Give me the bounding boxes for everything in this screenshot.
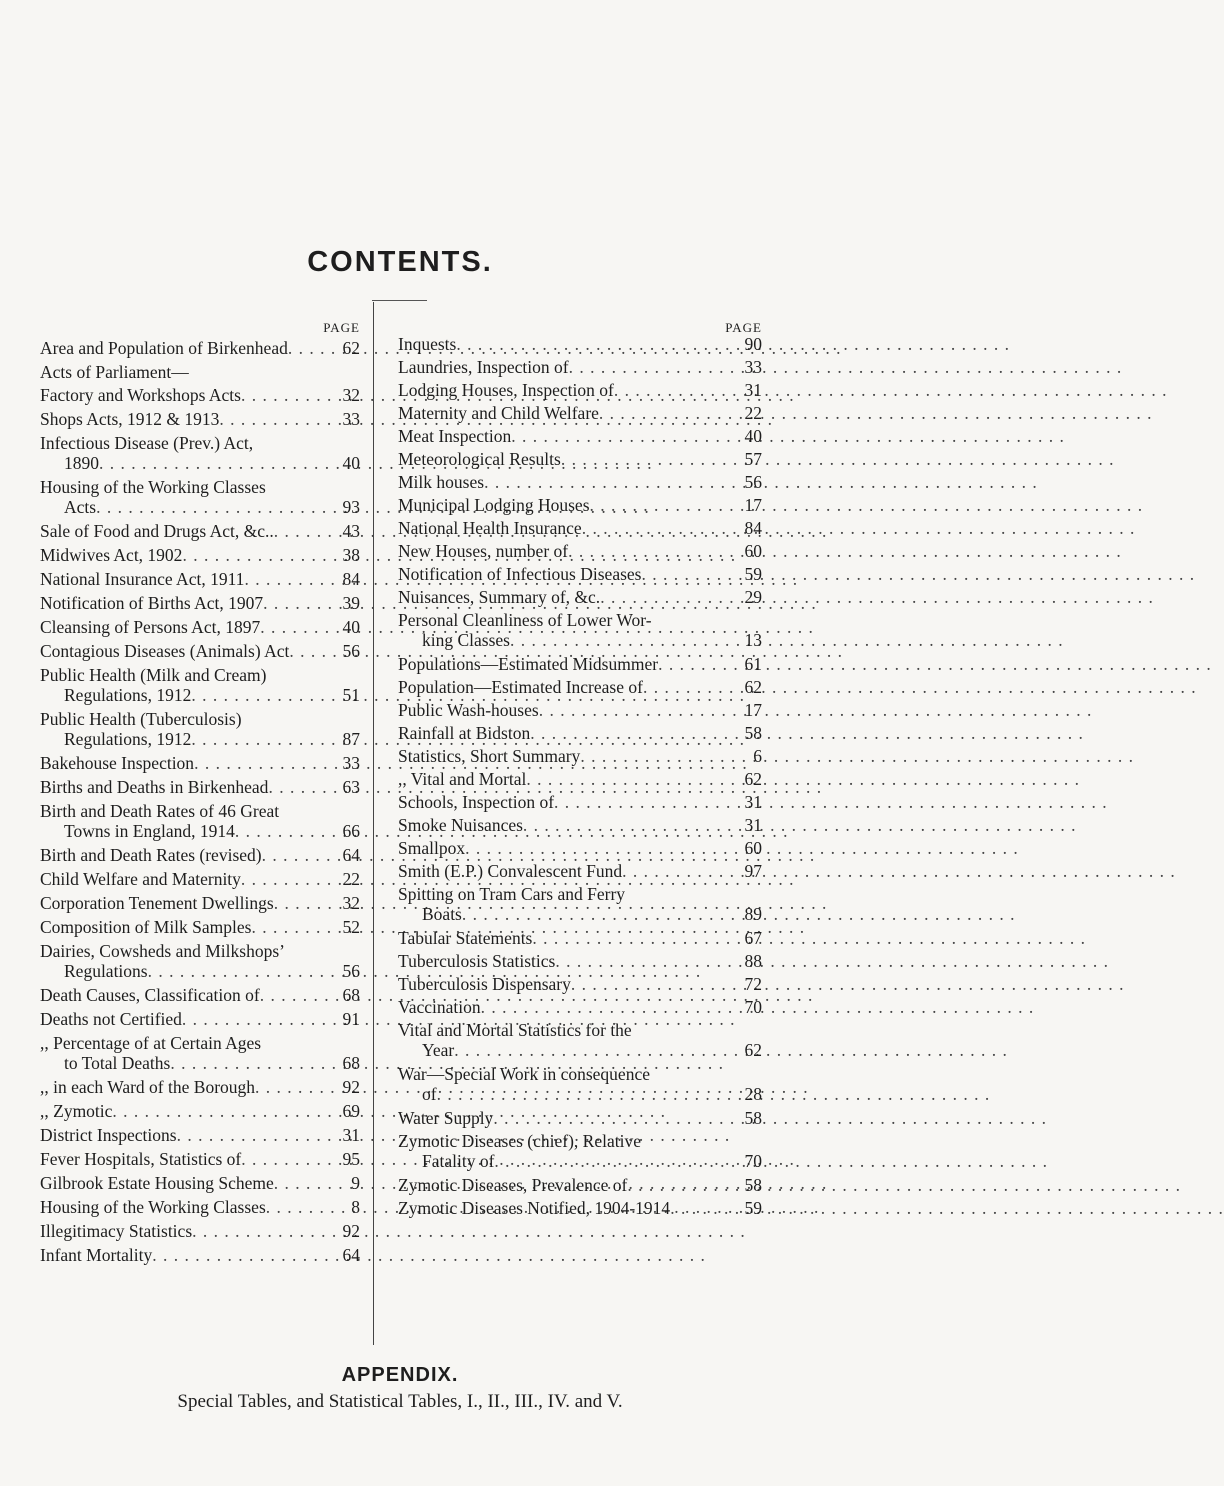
entry-title: Laundries, Inspection of [398, 357, 569, 377]
contents-entry [40, 1125, 360, 1149]
leader-dots [219, 409, 338, 429]
entry-page-number: 61 [744, 654, 762, 674]
entry-page-number: 90 [744, 334, 762, 354]
contents-entry [398, 1198, 762, 1221]
entry-page-number: 31 [744, 792, 762, 812]
entry-title: Towns in England, 1914 [64, 821, 235, 841]
contents-entry [40, 617, 360, 641]
entry-page-number: 69 [342, 1101, 360, 1121]
contents-entry [40, 545, 360, 569]
entry-title: Spitting on Tram Cars and Ferry [398, 884, 626, 904]
leader-dots [510, 630, 741, 650]
entry-title: Public Wash-houses [398, 700, 539, 720]
entry-page-number: 31 [342, 1125, 360, 1145]
entry-title: Tabular Statements [398, 928, 533, 948]
entry-page-number: 88 [744, 951, 762, 971]
entry-title: War—Special Work in consequence [398, 1064, 650, 1084]
leader-dots [555, 951, 740, 971]
entry-title: Shops Acts, 1912 & 1913 [40, 409, 220, 429]
appendix-description: Special Tables, and Statistical Tables, I., II., III., IV. and V. [177, 1391, 623, 1412]
entry-page-number: 60 [744, 541, 762, 561]
leader-dots [539, 700, 741, 720]
contents-entry [40, 338, 360, 362]
leader-dots [255, 1077, 338, 1097]
leader-dots [241, 385, 339, 405]
leader-dots [641, 564, 740, 584]
entry-page-number: 38 [342, 545, 360, 565]
contents-entry [40, 753, 360, 777]
leader-dots [526, 769, 740, 789]
entry-title: Maternity and Child Welfare [398, 403, 599, 423]
entry-page-number: 56 [342, 641, 360, 661]
contents-entry [40, 569, 360, 593]
contents-entry [40, 985, 360, 1009]
contents-entry [398, 792, 762, 815]
entry-title: Gilbrook Estate Housing Scheme [40, 1173, 274, 1193]
entry-page-number: 31 [744, 815, 762, 835]
contents-entry [398, 974, 762, 997]
leader-dots [530, 723, 740, 743]
entry-title: Birth and Death Rates (revised) [40, 845, 262, 865]
entry-page-number: 62 [744, 769, 762, 789]
entry-title: Dairies, Cowsheds and Milkshops’ [40, 941, 285, 961]
entry-page-number: 67 [744, 928, 762, 948]
entry-title: Infectious Disease (Prev.) Act, [40, 433, 254, 453]
leader-dots [554, 792, 740, 812]
entry-title: of [422, 1084, 437, 1104]
entry-title: ,, Zymotic [40, 1101, 113, 1121]
entry-title: Smith (E.P.) Convalescent Fund [398, 861, 623, 881]
contents-entry [398, 610, 762, 654]
entry-page-number: 64 [342, 845, 360, 865]
leader-dots [191, 685, 338, 705]
entry-title: ,, Vital and Mortal [398, 769, 527, 789]
leader-dots [456, 334, 740, 354]
entry-page-number: 22 [342, 869, 360, 889]
entry-title: Milk houses [398, 472, 485, 492]
leader-dots [192, 1221, 338, 1241]
entry-title: Corporation Tenement Dwellings [40, 893, 274, 913]
contents-entry [398, 838, 762, 861]
page-title: CONTENTS. [307, 246, 493, 278]
entry-page-number: 72 [744, 974, 762, 994]
entry-page-number: 91 [342, 1009, 360, 1029]
entry-page-number: 33 [744, 357, 762, 377]
leader-dots [582, 518, 741, 538]
right-column [398, 318, 762, 1221]
leader-dots [600, 587, 740, 607]
leader-dots [523, 815, 741, 835]
contents-entry [40, 433, 360, 477]
leader-dots [148, 961, 339, 981]
leader-dots [274, 1173, 347, 1193]
contents-entry [40, 1033, 360, 1077]
contents-entry [398, 861, 762, 884]
entry-page-number: 66 [342, 821, 360, 841]
entry-page-number: 40 [342, 617, 360, 637]
entry-title: Boats [422, 904, 462, 924]
contents-entry [398, 518, 762, 541]
entry-page-number: 97 [744, 861, 762, 881]
entry-page-number: 13 [744, 630, 762, 650]
entry-page-number: 28 [744, 1084, 762, 1104]
entry-title: Schools, Inspection of [398, 792, 555, 812]
left-column [40, 318, 360, 1269]
entry-page-number: 32 [342, 893, 360, 913]
entry-page-number: 51 [342, 685, 360, 705]
entry-page-number: 57 [744, 449, 762, 469]
leader-dots [484, 472, 740, 492]
entry-page-number: 39 [342, 593, 360, 613]
entry-title: Housing of the Working Classes [40, 477, 266, 497]
entry-title: Area and Population of Birkenhead [40, 338, 288, 358]
contents-entry [398, 357, 762, 380]
contents-entry [398, 1131, 762, 1175]
entry-page-number: 84 [342, 569, 360, 589]
contents-entry [40, 1197, 360, 1221]
leader-dots [493, 1108, 740, 1128]
entry-page-number: 43 [342, 521, 360, 541]
entry-title: Rainfall at Bidston [398, 723, 531, 743]
leader-dots [532, 928, 740, 948]
contents-entry [40, 477, 360, 521]
contents-entry [40, 869, 360, 893]
leader-dots [462, 904, 741, 924]
leader-dots [670, 1198, 740, 1218]
entry-title: National Health Insurance [398, 518, 582, 538]
leader-dots [182, 545, 338, 565]
contents-entry [398, 564, 762, 587]
contents-entry [40, 709, 360, 753]
contents-entry [398, 541, 762, 564]
contents-entry [40, 845, 360, 869]
contents-entry [40, 1101, 360, 1125]
leader-dots [274, 521, 339, 541]
entry-page-number: 29 [744, 587, 762, 607]
contents-entry [40, 801, 360, 845]
contents-entry [398, 472, 762, 495]
leader-dots [454, 1040, 740, 1060]
entry-page-number: 8 [351, 1197, 360, 1217]
entry-title: Deaths not Certified [40, 1009, 182, 1029]
entry-page-number: 70 [744, 1151, 762, 1171]
contents-entry [40, 1149, 360, 1173]
entry-page-number: 31 [744, 380, 762, 400]
leader-dots [96, 497, 338, 517]
leader-dots [658, 654, 740, 674]
leader-dots [643, 677, 741, 697]
entry-page-number: 52 [342, 917, 360, 937]
entry-page-number: 6 [753, 746, 762, 766]
contents-entry [398, 1108, 762, 1131]
contents-entry [398, 1175, 762, 1198]
entry-page-number: 56 [342, 961, 360, 981]
entry-title: Regulations, 1912 [64, 685, 192, 705]
contents-entry [398, 746, 762, 769]
entry-page-number: 40 [342, 453, 360, 473]
contents-entry [398, 884, 762, 928]
entry-title: Fever Hospitals, Statistics of [40, 1149, 242, 1169]
contents-entry [398, 1020, 762, 1064]
entry-page-number: 70 [744, 997, 762, 1017]
entry-title: Vaccination [398, 997, 481, 1017]
entry-page-number: 92 [342, 1221, 360, 1241]
entry-title: Sale of Food and Drugs Act, &c.. [40, 521, 274, 541]
entry-title: Regulations [64, 961, 148, 981]
entry-title: Tuberculosis Statistics [398, 951, 556, 971]
leader-dots [561, 449, 741, 469]
entry-title: New Houses, number of [398, 541, 569, 561]
page-column-label: PAGE [323, 320, 360, 335]
leader-dots [590, 495, 741, 515]
entry-title: Meat Inspection [398, 426, 512, 446]
entry-title: National Insurance Act, 1911 [40, 569, 245, 589]
entry-page-number: 92 [342, 1077, 360, 1097]
contents-entry [40, 409, 360, 433]
leader-dots [99, 453, 339, 473]
left-entry-list [40, 338, 360, 1269]
contents-entry [40, 1009, 360, 1033]
leader-dots [112, 1101, 338, 1121]
entry-title: Inquests [398, 334, 457, 354]
entry-title: Public Health (Milk and Cream) [40, 665, 267, 685]
entry-title: Notification of Births Act, 1907 [40, 593, 264, 613]
entry-page-number: 59 [744, 1198, 762, 1218]
contents-entry [398, 928, 762, 951]
contents-entry [40, 917, 360, 941]
title-underline [372, 300, 427, 301]
entry-title: Acts [64, 497, 97, 517]
entry-title: Smoke Nuisances [398, 815, 523, 835]
leader-dots [268, 777, 338, 797]
leader-dots [241, 869, 339, 889]
leader-dots [182, 1009, 339, 1029]
entry-page-number: 93 [342, 497, 360, 517]
leader-dots [266, 1197, 347, 1217]
entry-page-number: 56 [744, 472, 762, 492]
entry-page-number: 33 [342, 753, 360, 773]
entry-page-number: 60 [744, 838, 762, 858]
contents-entry [398, 1064, 762, 1108]
entry-title: king Classes [422, 630, 510, 650]
contents-entry [398, 403, 762, 426]
contents-entry [398, 997, 762, 1020]
entry-page-number: 58 [744, 1175, 762, 1195]
entry-page-number: 58 [744, 723, 762, 743]
leader-dots [152, 1245, 338, 1265]
entry-page-number: 84 [744, 518, 762, 538]
contents-entry [40, 777, 360, 801]
entry-title: Zymotic Diseases (chief), Relative [398, 1131, 641, 1151]
leader-dots [437, 1084, 741, 1104]
entry-title: Births and Deaths in Birkenhead [40, 777, 269, 797]
leader-dots [494, 1151, 740, 1171]
entry-title: Personal Cleanliness of Lower Wor- [398, 610, 652, 630]
leader-dots [241, 1149, 338, 1169]
leader-dots [569, 357, 741, 377]
entry-page-number: 63 [342, 777, 360, 797]
entry-title: Composition of Milk Samples [40, 917, 252, 937]
contents-entry [398, 677, 762, 700]
leader-dots [568, 541, 740, 561]
contents-entry [398, 334, 762, 357]
contents-entry [398, 700, 762, 723]
entry-page-number: 9 [351, 1173, 360, 1193]
entry-title: Contagious Diseases (Animals) Act [40, 641, 290, 661]
entry-page-number: 87 [342, 729, 360, 749]
entry-title: to Total Deaths [64, 1053, 171, 1073]
contents-entry [398, 951, 762, 974]
entry-title: Public Health (Tuberculosis) [40, 709, 242, 729]
contents-entry [40, 521, 360, 545]
contents-entry [40, 362, 360, 385]
contents-entry [398, 495, 762, 518]
entry-title: Year [422, 1040, 455, 1060]
entry-title: Municipal Lodging Houses [398, 495, 590, 515]
right-entry-list [398, 334, 762, 1221]
entry-title: ,, in each Ward of the Borough [40, 1077, 256, 1097]
entry-page-number: 62 [744, 1040, 762, 1060]
contents-entry [40, 1221, 360, 1245]
page-column-label: PAGE [725, 320, 762, 335]
leader-dots [263, 593, 338, 613]
entry-title: Housing of the Working Classes [40, 1197, 266, 1217]
leader-dots [235, 821, 339, 841]
contents-entry [40, 941, 360, 985]
entry-page-number: 68 [342, 1053, 360, 1073]
entry-page-number: 22 [744, 403, 762, 423]
entry-page-number: 17 [744, 495, 762, 515]
entry-title: Factory and Workshops Acts [40, 385, 241, 405]
entry-title: Lodging Houses, Inspection of [398, 380, 614, 400]
leader-dots [260, 985, 339, 1005]
leader-dots [288, 338, 339, 358]
entry-title: Vital and Mortal Statistics for the [398, 1020, 632, 1040]
entry-title: Death Causes, Classification of [40, 985, 260, 1005]
leader-dots [627, 1175, 740, 1195]
entry-page-number: 62 [342, 338, 360, 358]
contents-entry [398, 426, 762, 449]
entry-page-number: 89 [744, 904, 762, 924]
leader-dots [599, 403, 741, 423]
contents-entry [40, 641, 360, 665]
entry-title: Cleansing of Persons Act, 1897 [40, 617, 261, 637]
contents-entry [398, 380, 762, 403]
entry-title: Regulations, 1912 [64, 729, 192, 749]
entry-title: Notification of Infectious Diseases [398, 564, 642, 584]
leader-dots [289, 641, 338, 661]
entry-title: Water Supply [398, 1108, 494, 1128]
entry-title: Illegitimacy Statistics [40, 1221, 193, 1241]
entry-title: Acts of Parliament— [40, 362, 189, 382]
entry-page-number: 59 [744, 564, 762, 584]
contents-entry [40, 1077, 360, 1101]
contents-entry [398, 769, 762, 792]
leader-dots [260, 617, 338, 637]
leader-dots [622, 861, 740, 881]
entry-page-number: 68 [342, 985, 360, 1005]
entry-page-number: 58 [744, 1108, 762, 1128]
leader-dots [244, 569, 338, 589]
entry-title: Tuberculosis Dispensary [398, 974, 571, 994]
entry-title: Bakehouse Inspection [40, 753, 195, 773]
entry-title: 1890 [64, 453, 99, 473]
entry-title: Fatality of [422, 1151, 495, 1171]
leader-dots [177, 1125, 339, 1145]
contents-entry [398, 654, 762, 677]
entry-page-number: 64 [342, 1245, 360, 1265]
entry-title: Zymotic Diseases Notified, 1904-1914 [398, 1198, 671, 1218]
contents-entry [398, 587, 762, 610]
entry-title: Statistics, Short Summary [398, 746, 581, 766]
contents-entry [40, 893, 360, 917]
entry-page-number: 32 [342, 385, 360, 405]
leader-dots [614, 380, 741, 400]
entry-page-number: 62 [744, 677, 762, 697]
contents-entry [40, 1245, 360, 1269]
leader-dots [465, 838, 740, 858]
entry-title: Smallpox [398, 838, 466, 858]
leader-dots [571, 974, 741, 994]
entry-title: Child Welfare and Maternity [40, 869, 241, 889]
entry-title: District Inspections [40, 1125, 177, 1145]
entry-page-number: 17 [744, 700, 762, 720]
entry-title: Zymotic Diseases, Prevalence of [398, 1175, 628, 1195]
entry-title: Population—Estimated Increase of [398, 677, 643, 697]
contents-entry [40, 593, 360, 617]
leader-dots [481, 997, 741, 1017]
appendix-heading: APPENDIX. [341, 1364, 459, 1386]
entry-page-number: 40 [744, 426, 762, 446]
contents-entry [398, 723, 762, 746]
entry-page-number: 95 [342, 1149, 360, 1169]
contents-entry [398, 815, 762, 838]
leader-dots [274, 893, 339, 913]
entry-title: Meteorological Results [398, 449, 561, 469]
entry-title: Infant Mortality [40, 1245, 153, 1265]
entry-title: ,, Percentage of at Certain Ages [40, 1033, 262, 1053]
leader-dots [191, 729, 338, 749]
entry-title: Nuisances, Summary of, &c. [398, 587, 601, 607]
entry-title: Birth and Death Rates of 46 Great [40, 801, 280, 821]
contents-entry [40, 385, 360, 409]
entry-title: Populations—Estimated Midsummer [398, 654, 659, 674]
entry-title: Midwives Act, 1902 [40, 545, 183, 565]
leader-dots [262, 845, 339, 865]
leader-dots [194, 753, 338, 773]
contents-entry [40, 1173, 360, 1197]
leader-dots [580, 746, 749, 766]
leader-dots [511, 426, 740, 446]
contents-entry [398, 449, 762, 472]
contents-entry [40, 665, 360, 709]
leader-dots [170, 1053, 338, 1073]
leader-dots [251, 917, 338, 937]
entry-page-number: 33 [342, 409, 360, 429]
